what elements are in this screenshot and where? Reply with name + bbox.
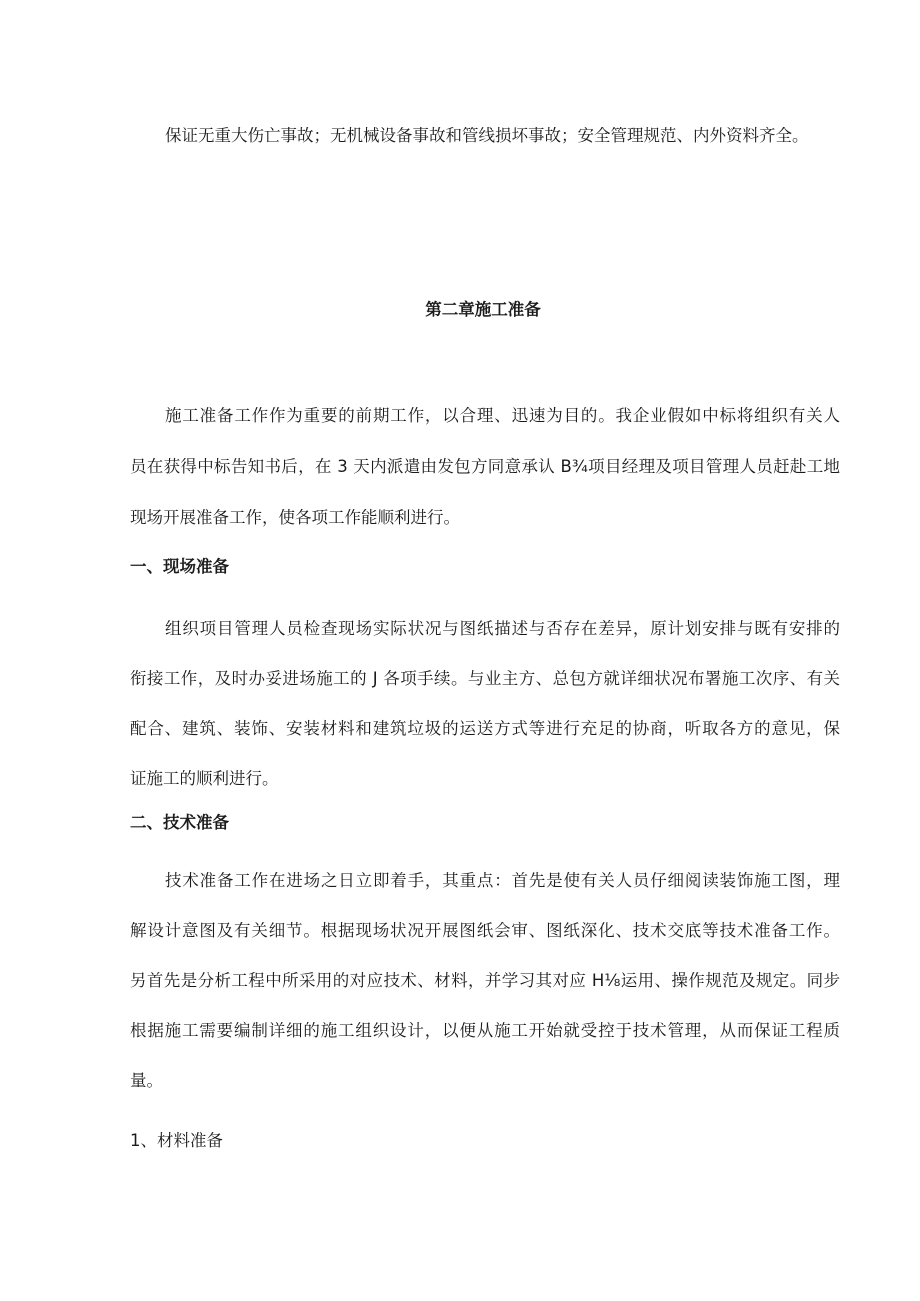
paragraph-line: 现场开展准备工作，使各项工作能顺利进行。 bbox=[130, 508, 460, 527]
paragraph-line: 衔接工作，及时办妥进场施工的 J 各项手续。与业主方、总包方就详细状况布署施工次序、有关 bbox=[130, 669, 840, 688]
chapter-title: 第二章施工准备 bbox=[425, 300, 541, 319]
paragraph-line: 根据施工需要编制详细的施工组织设计，以便从施工开始就受控于技术管理，从而保证工程质 bbox=[130, 1021, 840, 1040]
intro-text: 保证无重大伤亡事故；无机械设备事故和管线损坏事故；安全管理规范、内外资料齐全。 bbox=[165, 126, 809, 145]
paragraph-line: 施工准备工作作为重要的前期工作，以合理、迅速为目的。我企业假如中标将组织有关人 bbox=[165, 406, 840, 425]
subsection-title-materials: 1、材料准备 bbox=[130, 1131, 223, 1150]
paragraph-line: 员在获得中标告知书后，在 3 天内派遣由发包方同意承认 B¾项目经理及项目管理人员赶赴工地 bbox=[130, 457, 840, 476]
paragraph-line: 另首先是分析工程中所采用的对应技术、材料，并学习其对应 H⅛运用、操作规范及规定。同步 bbox=[130, 971, 840, 990]
paragraph-line: 量。 bbox=[130, 1071, 163, 1090]
paragraph-line: 证施工的顺利进行。 bbox=[130, 769, 279, 788]
paragraph-line: 解设计意图及有关细节。根据现场状况开展图纸会审、图纸深化、技术交底等技术准备工作。 bbox=[130, 921, 840, 940]
section-title-tech-prep: 二、技术准备 bbox=[130, 813, 229, 832]
paragraph-line: 配合、建筑、装饰、安装材料和建筑垃圾的运送方式等进行充足的协商，听取各方的意见，保 bbox=[130, 719, 840, 738]
paragraph-line: 组织项目管理人员检查现场实际状况与图纸描述与否存在差异，原计划安排与既有安排的 bbox=[165, 619, 840, 638]
paragraph-line: 技术准备工作在进场之日立即着手，其重点：首先是使有关人员仔细阅读装饰施工图，理 bbox=[165, 871, 840, 890]
section-title-site-prep: 一、现场准备 bbox=[130, 557, 229, 576]
